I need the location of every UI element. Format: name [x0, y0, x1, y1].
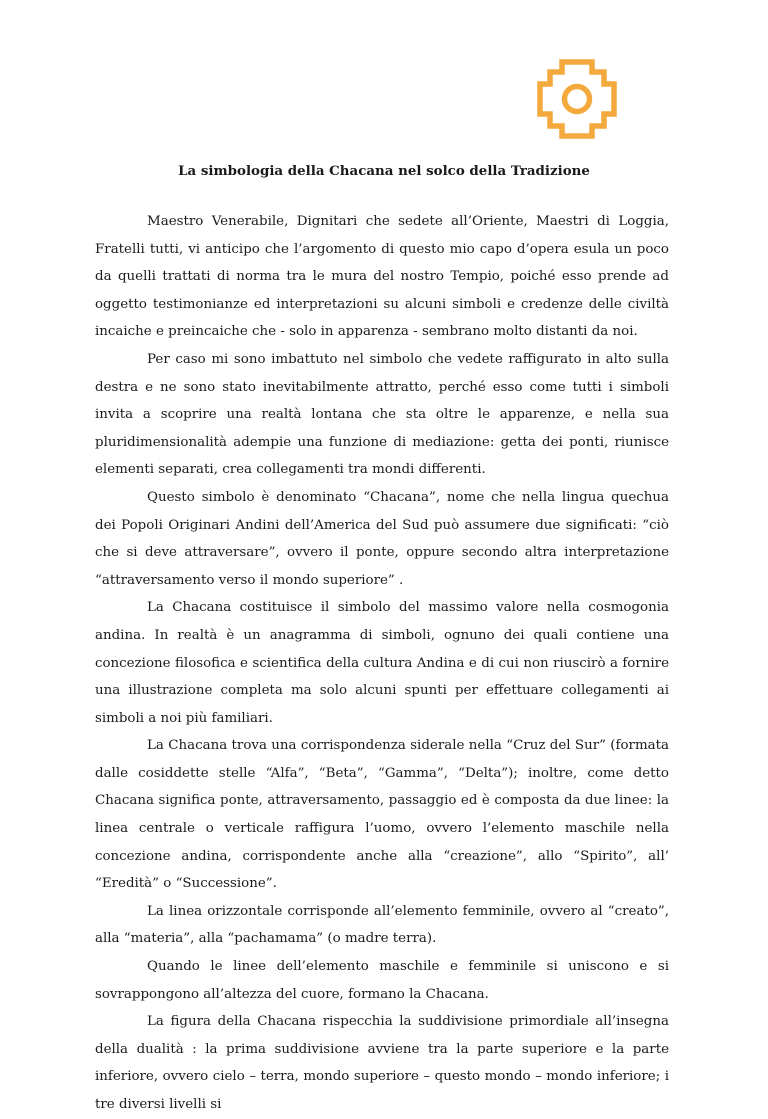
- paragraph: Questo simbolo è denominato “Chacana”, nome che nella lingua quechua dei Popoli Originari Andini dell’America del Sud può assumere due significati: “ciò che si deve attraversare”, ovvero il ponte, oppure secondo altra interpretazione “attraversamento verso il mondo superiore” .: [95, 489, 669, 588]
- paragraph: Per caso mi sono imbattuto nel simbolo che vedete raffigurato in alto sulla destra e ne sono stato inevitabilmente attratto, perché esso come tutti i simboli invita a scoprire una realtà lontana che sta oltre le apparenze, e nella sua pluridimensionalità adempie una funzione di mediazione: getta dei ponti, riunisce elementi separati, crea collegamenti tra mondi differenti.: [95, 351, 669, 478]
- paragraph: La figura della Chacana rispecchia la suddivisione primordiale all’insegna della dualità : la prima suddivisione avviene tra la parte superiore e la parte inferiore, ovvero cielo – terra, mondo superiore – questo mondo – mondo inferiore; i tre diversi livelli si: [95, 1014, 669, 1112]
- paragraph: Quando le linee dell’elemento maschile e femminile si uniscono e si sovrappongono all’altezza del cuore, formano la Chacana.: [95, 959, 669, 1002]
- paragraph: La linea orizzontale corrisponde all’elemento femminile, ovvero al “creato”, alla “materia”, alla “pachamama” (o madre terra).: [95, 903, 669, 947]
- chacana-icon: [536, 58, 618, 140]
- paragraph: La Chacana trova una corrispondenza siderale nella “Cruz del Sur” (formata dalle cosiddette stelle “Alfa”, “Beta”, “Gamma”, “Delta”); inoltre, come detto Chacana significa ponte, attraversamento, passaggio ed è composta da due linee: la linea centrale o verticale raffigura l’uomo, ovvero l’elemento maschile nella concezione andina, corrispondente anche alla “creazione”, allo “Spirito”, all’ “Eredità” o “Successione”.: [95, 738, 669, 892]
- document-title: La simbologia della Chacana nel solco della Tradizione: [178, 163, 590, 179]
- document-body: [95, 208, 669, 1119]
- paragraph: La Chacana costituisce il simbolo del massimo valore nella cosmogonia andina. In realtà è un anagramma di simboli, ognuno dei quali contiene una concezione filosofica e scientifica della cultura Andina e di cui non riuscirò a fornire una illustrazione completa ma solo alcuni spunti per effettuare collegamenti ai simboli a noi più familiari.: [95, 600, 669, 726]
- paragraph: Maestro Venerabile, Dignitari che sedete all’Oriente, Maestri di Loggia, Fratelli tutti, vi anticipo che l’argomento di questo mio capo d’opera esula un poco da quelli trattati di norma tra le mura del nostro Tempio, poiché esso prende ad oggetto testimonianze ed interpretazioni su alcuni simboli e credenze delle civiltà incaiche e preincaiche che - solo in apparenza - sembrano molto distanti da noi.: [95, 214, 669, 340]
